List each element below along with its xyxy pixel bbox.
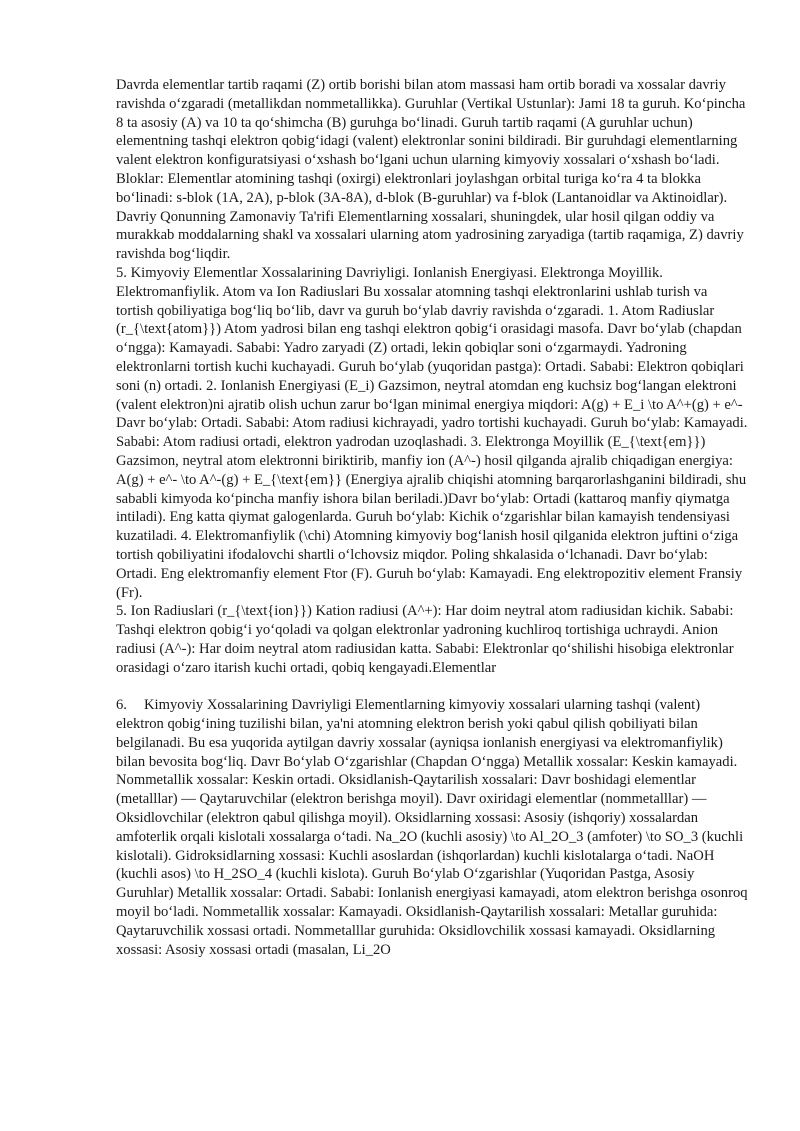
paragraph-number: 6. <box>116 697 127 714</box>
paragraph-periodic-properties: 5. Kimyoviy Elementlar Xossalarining Davriyligi. Ionlanish Energiyasi. Elektronga Moyillik. Elektromanfiylik. Atom va Ion Radiuslari Bu xossalar atomning tashqi elektronlarini ushlab turish va tortish qobiliyatiga bog‘liq bo‘lib, davr va guruh bo‘ylab davriy ravishda o‘zgaradi. 1. Atom Radiuslar (r_{\text{atom}}) Atom yadrosi bilan eng tashqi elektron qobig‘i orasidagi masofa. Davr bo‘ylab (chapdan o‘ngga): Kamayadi. Sababi: Yadro zaryadi (Z) ortadi, lekin qobiqlar soni o‘zgarmaydi. Yadroning elektronlarni tortish kuchi kuchayadi. Guruh bo‘ylab (yuqoridan pastga): Ortadi. Sababi: Elektron qobiqlari soni (n) ortadi. 2. Ionlanish Energiyasi (E_i) Gazsimon, neytral atomdan eng kuchsiz bog‘langan elektroni (valent elektron)ni ajratib olish uchun zarur bo‘lgan minimal energiya miqdori: A(g) + E_i \to A^+(g) + e^- Davr bo‘ylab: Ortadi. Sababi: Atom radiusi kichrayadi, yadro tortishi kuchayadi. Guruh bo‘ylab: Kamayadi. Sababi: Atom radiusi ortadi, elektron yadrodan uzoqlashadi. 3. Elektronga Moyillik (E_{\text{em}}) Gazsimon, neytral atom elektronni biriktirib, manfiy ion (A^-) hosil qilganda ajralib chiqadigan energiya: A(g) + e^- \to A^-(g) + E_{\text{em}} (Energiya ajralib chiqishi atomning barqarorlashganini bildiradi, shu sababli kimyoda ko‘pincha manfiy ishora bilan beriladi.)Davr bo‘ylab: Ortadi (kattaroq manfiy qiymatga intiladi). Eng katta qiymat galogenlarda. Guruh bo‘ylab: Kichik o‘zgarishlar bilan kamayish tendensiyasi kuzatiladi. 4. Elektromanfiylik (\chi) Atomning kimyoviy bog‘lanish hosil qilganida elektron juftini o‘ziga tortish qobiliyatini ifodalovchi shartli o‘lchovsiz miqdor. Poling shkalasida o‘lchanadi. Davr bo‘ylab: Ortadi. Eng elektromanfiy element Ftor (F). Guruh bo‘ylab: Kamayadi. Eng elektropozitiv element Fransiy (Fr). <box>116 264 748 601</box>
paragraph-chemical-properties <box>116 696 748 959</box>
paragraph-ion-radii: 5. Ion Radiuslari (r_{\text{ion}}) Kation radiusi (A^+): Har doim neytral atom radiusidan kichik. Sababi: Tashqi elektron qobig‘i yo‘qoladi va qolgan elektronlar yadroning kuchliroq tortishiga uchraydi. Anion radiusi (A^-): Har doim neytral atom radiusidan katta. Sababi: Elektronlar qo‘shilishi hisobiga elektronlar orasidagi o‘zaro itarish kuchi ortadi, qobiq kengayadi.Elementlar <box>116 603 734 676</box>
paragraph-gap <box>116 678 748 697</box>
paragraph-periodic-law: Davrda elementlar tartib raqami (Z) ortib borishi bilan atom massasi ham ortib boradi va xossalar davriy ravishda o‘zgaradi (metallikdan nommetallikka). Guruhlar (Vertikal Ustunlar): Jami 18 ta guruh. Ko‘pincha 8 ta asosiy (A) va 10 ta qo‘shimcha (B) guruhga bo‘linadi. Guruh tartib raqami (A guruhlar uchun) elementning tashqi elektron qobig‘idagi (valent) elektronlar sonini bildiradi. Bir guruhdagi elementlarning valent elektron konfiguratsiyasi o‘xshash bo‘lgani uchun ularning kimyoviy xossalari o‘xshash bo‘ladi. Bloklar: Elementlar atomining tashqi (oxirgi) elektronlari joylashgan orbital turiga ko‘ra 4 ta blokka bo‘linadi: s-blok (1A, 2A), p-blok (3A-8A), d-blok (B-guruhlar) va f-blok (Lantanoidlar va Aktinoidlar). Davriy Qonunning Zamonaviy Ta'rifi Elementlarning xossalari, shuningdek, ular hosil qilgan oddiy va murakkab moddalarning shakl va xossalari ularning atom yadrosining zaryadiga (tartib raqamiga, Z) davriy ravishda bog‘liqdir. <box>116 77 746 263</box>
document-page <box>116 76 748 959</box>
paragraph-text: Kimyoviy Xossalarining Davriyligi Elementlarning kimyoviy xossalari ularning tashqi (valent) elektron qobig‘ining tuzilishi bilan, ya'ni atomning elektron berish yoki qabul qilish qobiliyati bilan belgilanadi. Bu esa yuqorida aytilgan davriy xossalar (ayniqsa ionlanish energiyasi va elektromanfiylik) bilan bevosita bog‘liq. Davr Bo‘ylab O‘zgarishlar (Chapdan O‘ngga) Metallik xossalar: Keskin kamayadi. Nommetallik xossalar: Keskin ortadi. Oksidlanish-Qaytarilish xossalari: Davr boshidagi elementlar (metalllar) — Qaytaruvchilar (elektron berishga moyil). Davr oxiridagi elementlar (nommetalllar) — Oksidlovchilar (elektron qabul qilishga moyil). Oksidlarning xossasi: Asosiy (ishqoriy) xossalardan amfoterlik orqali kislotali xossalarga o‘tadi. Na_2O (kuchli asosiy) \to Al_2O_3 (amfoter) \to SO_3 (kuchli kislotali). Gidroksidlarning xossasi: Kuchli asoslardan (ishqorlardan) kuchli kislotalarga o‘tadi. NaOH (kuchli asos) \to H_2SO_4 (kuchli kislota). Guruh Bo‘ylab O‘zgarishlar (Yuqoridan Pastga, Asosiy Guruhlar) Metallik xossalar: Ortadi. Sababi: Ionlanish energiyasi kamayadi, atom elektron berishga osonroq moyil bo‘ladi. Nommetallik xossalar: Kamayadi. Oksidlanish-Qaytarilish xossalari: Metallar guruhida: Qaytaruvchilik xossasi ortadi. Nommetalllar guruhida: Oksidlovchilik xossasi kamayadi. Oksidlarning xossasi: Asosiy xossasi ortadi (masalan, Li_2O <box>116 697 748 958</box>
